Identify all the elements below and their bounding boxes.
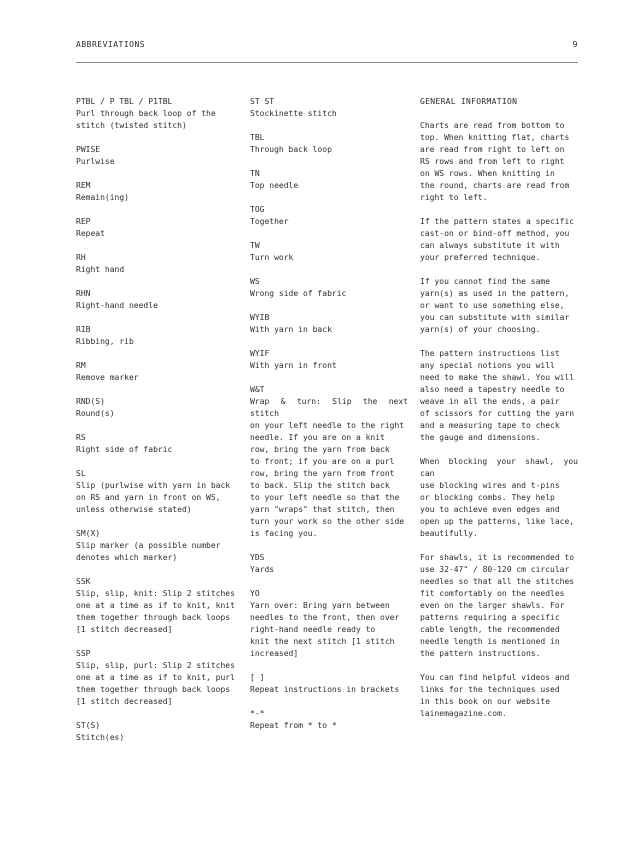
abbreviation-entry	[76, 252, 236, 276]
abbreviation-term: TBL	[250, 133, 265, 142]
abbreviation-entry	[76, 180, 236, 204]
abbreviation-term: REP	[76, 217, 91, 226]
abbreviation-definition: Purlwise	[76, 157, 115, 166]
abbreviation-entry	[76, 216, 236, 240]
abbreviation-entry	[76, 288, 236, 312]
abbreviation-term: REM	[76, 181, 91, 190]
abbreviation-term: [ ]	[250, 673, 265, 682]
abbreviation-entry	[76, 432, 236, 456]
abbreviation-term: YO	[250, 589, 260, 598]
abbreviation-term: TW	[250, 241, 260, 250]
abbreviation-definition: Stitch(es)	[76, 733, 125, 742]
abbreviation-definition: Remain(ing)	[76, 193, 129, 202]
info-paragraph: If the pattern states a specific cast-on or bind-off method, you can always substitute it with your preferred technique.	[420, 217, 575, 262]
info-paragraph: If you cannot find the same yarn(s) as used in the pattern, or want to use something else, you can substitute with similar yarn(s) of your choosing.	[420, 277, 570, 334]
abbreviation-term: WS	[250, 277, 260, 286]
page-header	[76, 40, 578, 54]
abbreviation-definition: Right hand	[76, 265, 125, 274]
abbreviation-term: YDS	[250, 553, 265, 562]
abbreviation-entry	[76, 96, 236, 132]
abbreviation-entry	[250, 276, 408, 300]
abbreviation-term: ST(S)	[76, 721, 101, 730]
header-divider	[76, 62, 578, 63]
abbreviation-entry	[250, 168, 408, 192]
abbreviation-term: PTBL / P TBL / P1TBL	[76, 97, 173, 106]
abbreviation-entry	[76, 648, 236, 708]
abbreviation-entry	[76, 468, 236, 516]
abbreviation-term: W&T	[250, 385, 265, 394]
abbreviation-entry	[250, 552, 408, 576]
abbreviation-entry	[250, 240, 408, 264]
info-paragraph: You can find helpful videos and links for the techniques used in this book on our website lainemagazine.com.	[420, 673, 570, 718]
abbreviation-definition: With yarn in front	[250, 361, 337, 370]
abbreviation-term: RH	[76, 253, 86, 262]
abbreviation-definition: With yarn in back	[250, 325, 332, 334]
abbreviation-term: RHN	[76, 289, 91, 298]
abbreviation-definition: Purl through back loop of the stitch (twisted stitch)	[76, 109, 216, 130]
abbreviation-entry	[250, 348, 408, 372]
abbreviation-definition: Right side of fabric	[76, 445, 173, 454]
info-paragraph: For shawls, it is recommended to use 32-47" / 80-120 cm circular needles so that all the stitches fit comfortably on the needles even on the larger shawls. For patterns requiring a specific cable length, the recommended needle length is mentioned in the pattern instructions.	[420, 553, 575, 658]
abbreviation-term: SSK	[76, 577, 91, 586]
abbreviation-definition: Ribbing, rib	[76, 337, 134, 346]
abbreviation-term: SL	[76, 469, 86, 478]
abbreviation-definition: Round(s)	[76, 409, 115, 418]
abbreviation-term: RIB	[76, 325, 91, 334]
abbreviation-definition: Wrap & turn: Slip the next stitch on your left needle to the right needle. If you are on a knit row, bring the yarn from back to front; if you are on a purl row, bring the yarn from front to back. Slip the stitch back to your left needle so that the yarn "wraps" that stitch, then turn your work so the other side is facing you.	[250, 397, 408, 538]
abbreviation-definition: Repeat from * to *	[250, 721, 337, 730]
abbreviation-term: TOG	[250, 205, 265, 214]
abbreviation-definition: Stockinette stitch	[250, 109, 337, 118]
info-paragraph: The pattern instructions list any special notions you will need to make the shawl. You will also need a tapestry needle to weave in all the ends, a pair of scissors for cutting the yarn and a measuring tape to check the gauge and dimensions.	[420, 349, 575, 442]
abbreviation-entry	[250, 708, 408, 732]
general-information-heading: GENERAL INFORMATION	[420, 97, 518, 106]
abbreviation-term: ST ST	[250, 97, 275, 106]
abbreviations-column-2	[250, 96, 408, 744]
abbreviation-term: SSP	[76, 649, 91, 658]
abbreviation-definition: Top needle	[250, 181, 299, 190]
abbreviation-entry	[250, 588, 408, 660]
abbreviation-definition: Repeat	[76, 229, 105, 238]
abbreviation-entry	[76, 324, 236, 348]
abbreviation-definition: Yards	[250, 565, 275, 574]
abbreviation-entry	[250, 204, 408, 228]
abbreviation-definition: Turn work	[250, 253, 294, 262]
abbreviation-term: RM	[76, 361, 86, 370]
abbreviation-entry	[250, 312, 408, 336]
abbreviation-term: SM(X)	[76, 529, 101, 538]
abbreviation-definition: Repeat instructions in brackets	[250, 685, 400, 694]
info-paragraph: When blocking your shawl, you can use blocking wires and t-pins or blocking combs. They help you to achieve even edges and open up the patterns, like lace, beautifully.	[420, 457, 578, 538]
abbreviation-definition: Slip (purlwise with yarn in back on RS and yarn in front on WS, unless otherwise stated)	[76, 481, 231, 514]
abbreviation-definition: Together	[250, 217, 289, 226]
abbreviation-definition: Yarn over: Bring yarn between needles to the front, then over right-hand needle ready to knit the next stitch [1 stitch increased]	[250, 601, 400, 658]
abbreviation-entry	[76, 720, 236, 744]
abbreviation-definition: Right-hand needle	[76, 301, 158, 310]
abbreviations-column-1	[76, 96, 236, 756]
abbreviation-term: *-*	[250, 709, 265, 718]
abbreviation-entry	[250, 132, 408, 156]
abbreviation-entry	[76, 360, 236, 384]
abbreviation-term: RS	[76, 433, 86, 442]
abbreviation-term: TN	[250, 169, 260, 178]
abbreviation-entry	[250, 96, 408, 120]
abbreviation-term: WYIF	[250, 349, 270, 358]
abbreviation-term: PWISE	[76, 145, 101, 154]
abbreviation-entry	[250, 672, 408, 696]
abbreviation-entry	[76, 576, 236, 636]
section-title: ABBREVIATIONS	[76, 40, 146, 49]
abbreviation-definition: Remove marker	[76, 373, 139, 382]
info-paragraph: Charts are read from bottom to top. When knitting flat, charts are read from right to left on RS rows and from left to right on WS rows. When knitting in the round, charts are read from right to left.	[420, 121, 570, 202]
abbreviation-entry	[76, 528, 236, 564]
abbreviation-definition: Slip, slip, purl: Slip 2 stitches one at a time as if to knit, purl them together through back loops [1 stitch decreased]	[76, 661, 235, 706]
abbreviation-entry	[76, 396, 236, 420]
page-number: 9	[572, 40, 578, 49]
abbreviation-term: RND(S)	[76, 397, 105, 406]
abbreviation-term: WYIB	[250, 313, 270, 322]
abbreviation-entry	[250, 384, 408, 540]
abbreviation-definition: Wrong side of fabric	[250, 289, 347, 298]
abbreviation-definition: Slip, slip, knit: Slip 2 stitches one at a time as if to knit, knit them together through back loops [1 stitch decreased]	[76, 589, 235, 634]
abbreviation-entry	[76, 144, 236, 168]
abbreviation-definition: Slip marker (a possible number denotes which marker)	[76, 541, 221, 562]
general-information-column	[420, 96, 578, 732]
abbreviation-definition: Through back loop	[250, 145, 332, 154]
